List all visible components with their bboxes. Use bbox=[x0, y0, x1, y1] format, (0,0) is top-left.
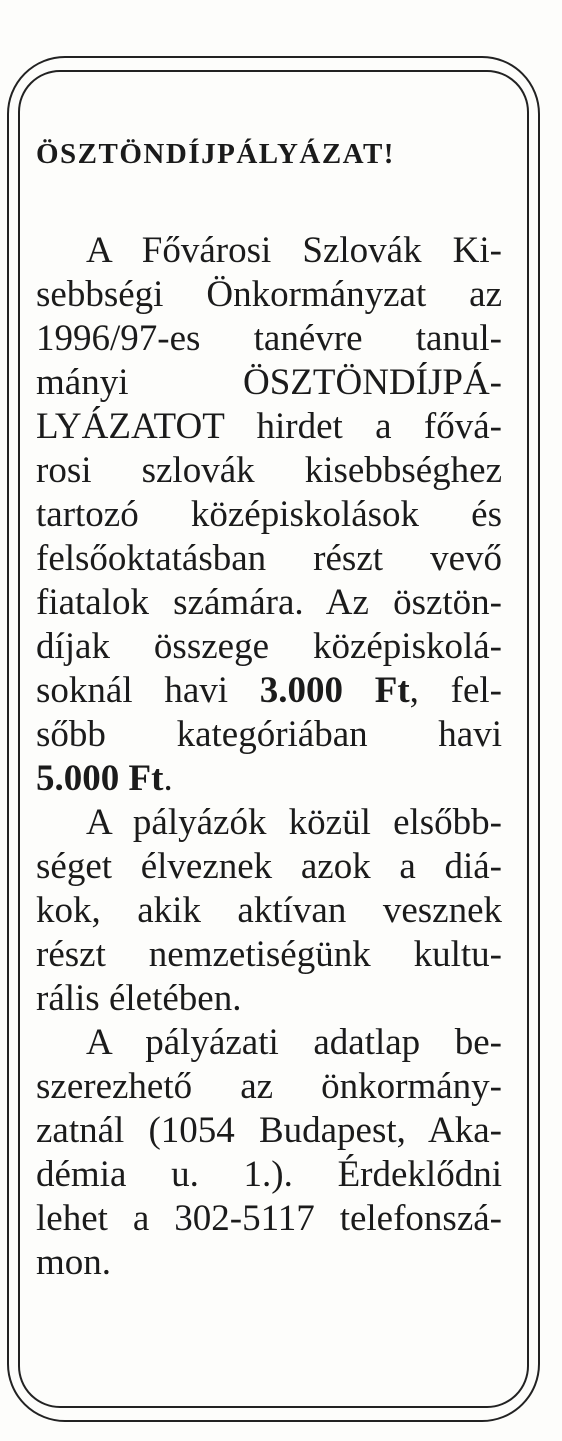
higher-ed-amount: 5.000 Ft bbox=[36, 758, 164, 799]
text-line: rális életében. bbox=[36, 978, 242, 1019]
text-line: A pályázati adatlap be- bbox=[86, 1022, 502, 1063]
text-line: tartozó középiskolások és bbox=[36, 494, 502, 535]
text-line: sőbb kategóriában havi bbox=[36, 714, 502, 755]
amount-line bbox=[36, 669, 502, 713]
text-line: démia u. 1.). Érdeklődni bbox=[36, 1154, 502, 1195]
text-line: felsőoktatásban részt vevő bbox=[36, 538, 502, 579]
paragraph-3 bbox=[36, 1021, 502, 1285]
text-segment: , fel- bbox=[409, 670, 502, 711]
text-line: sebbségi Önkormányzat az bbox=[36, 274, 502, 315]
paragraph-1 bbox=[36, 229, 502, 801]
text-line: A Fővárosi Szlovák Ki- bbox=[86, 230, 502, 271]
announcement-heading: ÖSZTÖNDÍJPÁLYÁZAT! bbox=[36, 138, 395, 170]
text-line: kok, akik aktívan vesznek bbox=[36, 890, 502, 931]
text-segment: . bbox=[163, 758, 173, 799]
text-line: 1996/97-es tanévre tanul- bbox=[36, 318, 502, 359]
text-line: fiatalok számára. Az ösztön- bbox=[36, 582, 502, 623]
text-line: A pályázók közül elsőbb- bbox=[86, 802, 502, 843]
secondary-amount: 3.000 Ft bbox=[259, 670, 410, 711]
paragraph-2 bbox=[36, 801, 502, 1021]
text-line: LYÁZATOT hirdet a fővá- bbox=[36, 406, 502, 447]
amount-line-final bbox=[36, 757, 502, 801]
text-line: mon. bbox=[36, 1242, 112, 1283]
text-line: mányi ÖSZTÖNDÍJPÁ- bbox=[36, 362, 502, 403]
text-line: szerezhető az önkormány- bbox=[36, 1066, 502, 1107]
text-line: zatnál (1054 Budapest, Aka- bbox=[36, 1110, 502, 1151]
text-segment: soknál havi bbox=[36, 670, 260, 711]
text-line: séget élveznek azok a diá- bbox=[36, 846, 502, 887]
text-line: rosi szlovák kisebbséghez bbox=[36, 450, 502, 491]
text-line: lehet a 302-5117 telefonszá- bbox=[36, 1198, 502, 1239]
announcement-body bbox=[36, 140, 502, 1285]
text-line: díjak összege középiskolá- bbox=[36, 626, 502, 667]
text-line: részt nemzetiségünk kultu- bbox=[36, 934, 502, 975]
